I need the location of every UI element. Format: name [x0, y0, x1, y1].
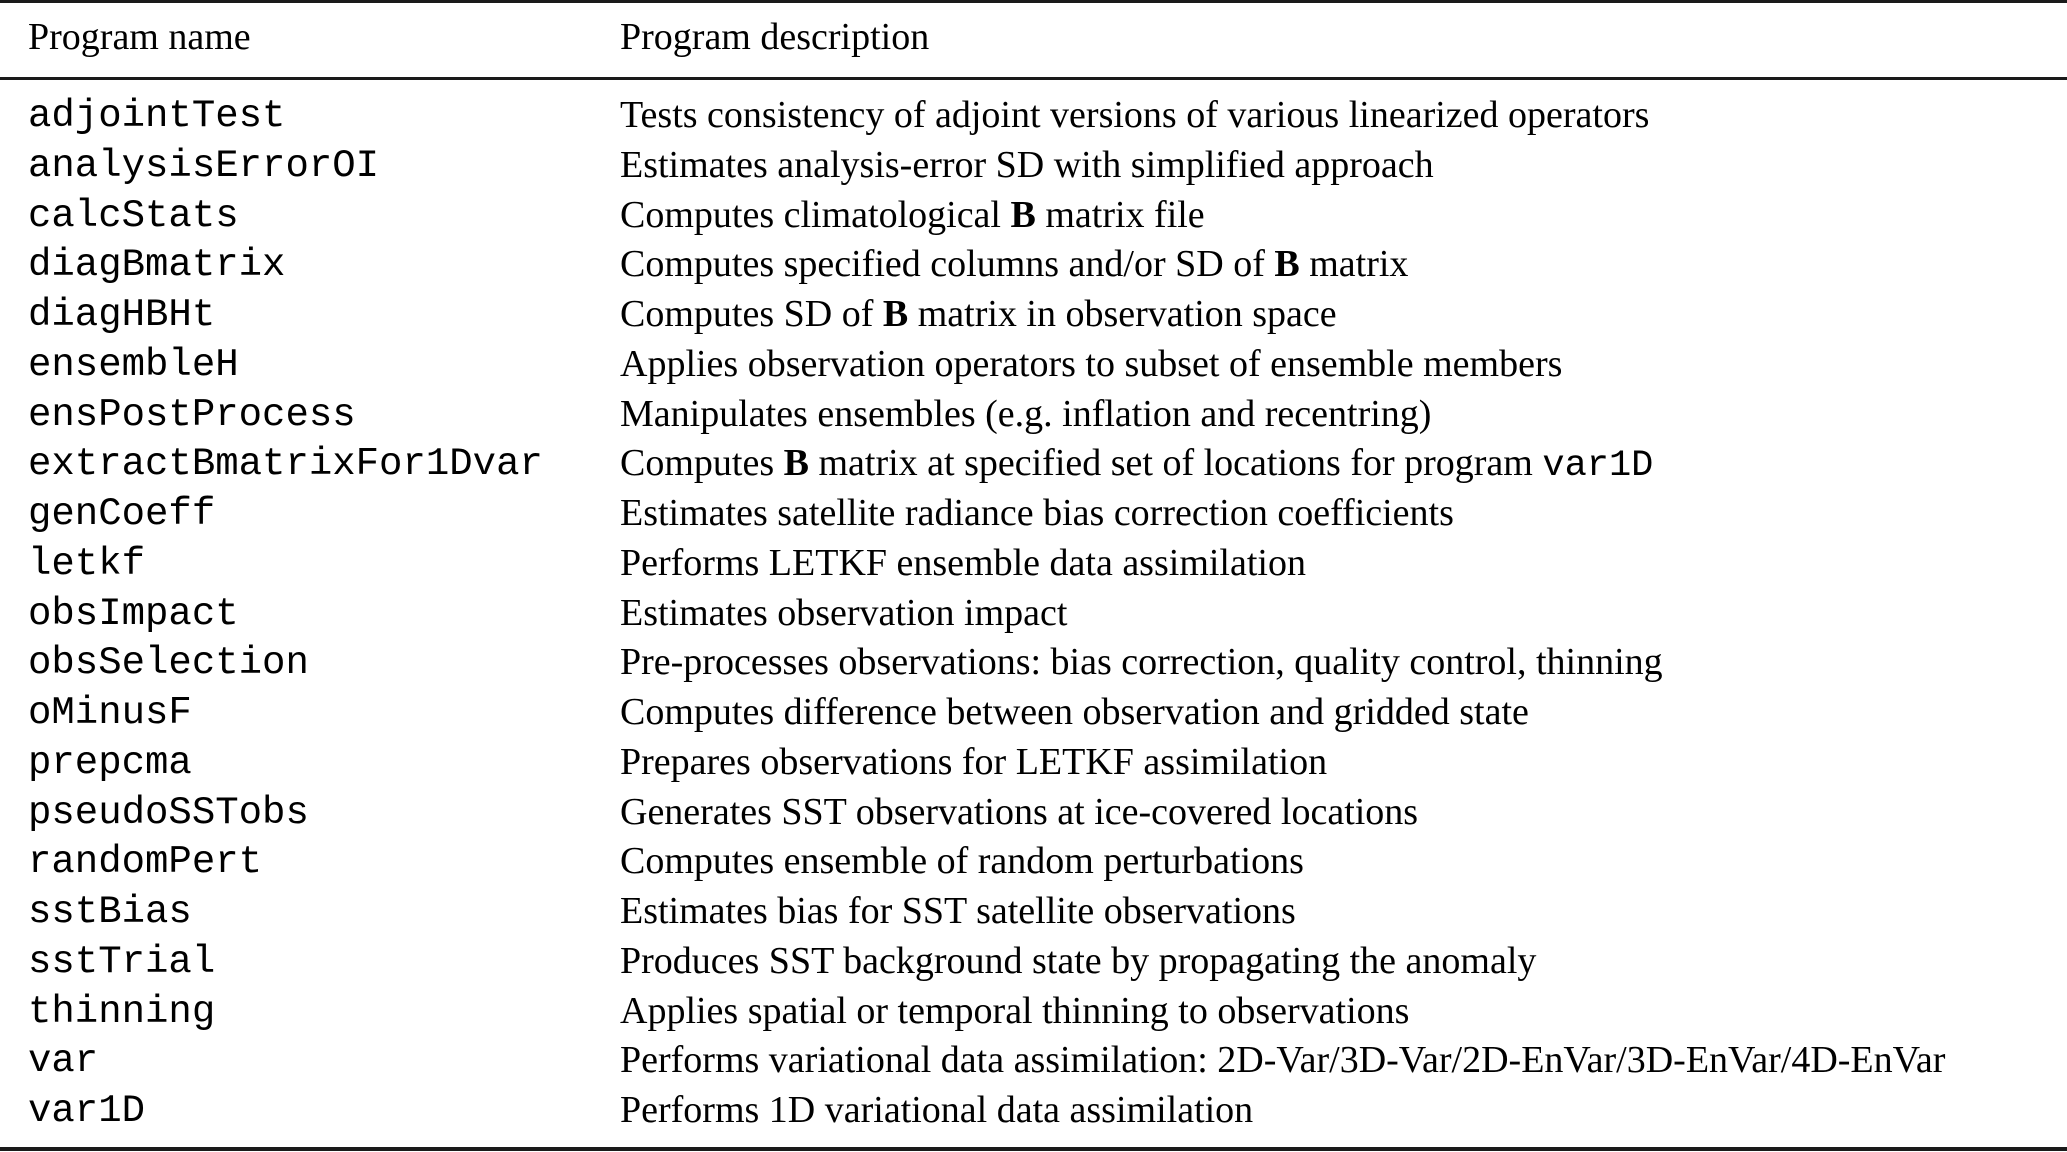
- program-name-cell: prepcma: [28, 740, 192, 785]
- program-name-cell: var1D: [28, 1089, 146, 1133]
- program-name-cell: genCoeff: [28, 492, 216, 536]
- description-text: Computes ensemble of random perturbations: [620, 840, 1304, 883]
- program-description-cell: [620, 589, 1067, 639]
- program-description-cell: [620, 987, 1409, 1037]
- program-description-cell: [620, 489, 1454, 539]
- program-description-cell: [620, 887, 1296, 937]
- program-name-cell: diagHBHt: [28, 293, 216, 337]
- table-row: [0, 390, 2067, 440]
- description-text: Prepares observations for LETKF assimilation: [620, 740, 1328, 783]
- description-text: Performs 1D variational data assimilation: [620, 1089, 1254, 1131]
- program-description-cell: [620, 937, 1536, 987]
- table-row: [0, 439, 2067, 489]
- program-name-cell: ensembleH: [28, 342, 239, 387]
- program-name-cell: letkf: [28, 541, 146, 586]
- table-row: [0, 887, 2067, 937]
- program-name-cell: var: [28, 1039, 99, 1084]
- table-body: [0, 91, 2067, 1136]
- description-text: Performs LETKF ensemble data assimilation: [620, 541, 1306, 584]
- description-text: Estimates analysis-error SD with simplified approach: [620, 143, 1434, 186]
- program-description-cell: [620, 738, 1327, 788]
- table-row: [0, 340, 2067, 390]
- program-description-cell: [620, 837, 1304, 887]
- program-name-cell: analysisErrorOI: [28, 143, 380, 188]
- program-name-cell: adjointTest: [28, 94, 286, 138]
- program-description-cell: [620, 688, 1529, 738]
- table-row: [0, 539, 2067, 589]
- program-description-cell: [620, 638, 1663, 688]
- description-text: matrix in observation space: [908, 293, 1337, 335]
- program-name-cell: extractBmatrixFor1Dvar: [28, 442, 543, 487]
- description-text: Manipulates ensembles (e.g. inflation and recentring): [620, 392, 1432, 435]
- description-text: Computes difference between observation and gridded state: [620, 691, 1529, 733]
- table-row: [0, 638, 2067, 688]
- table-row: [0, 290, 2067, 340]
- program-name-cell: ensPostProcess: [28, 392, 356, 437]
- table-row: [0, 1086, 2067, 1136]
- program-name-cell: sstTrial: [28, 939, 216, 984]
- bold-matrix-symbol: B: [882, 293, 909, 335]
- description-text: Computes: [620, 442, 784, 485]
- table-row: [0, 837, 2067, 887]
- description-text: Generates SST observations at ice-covered locations: [620, 790, 1419, 833]
- table-row: [0, 589, 2067, 639]
- description-text: Estimates observation impact: [620, 591, 1068, 634]
- table-row: [0, 240, 2067, 290]
- description-text: Produces SST background state by propagating the anomaly: [620, 939, 1537, 982]
- bottom-rule: [0, 1147, 2067, 1151]
- table-row: [0, 688, 2067, 738]
- program-name-cell: calcStats: [28, 193, 239, 238]
- program-description-cell: [620, 191, 1205, 241]
- table-row: [0, 937, 2067, 987]
- program-description-cell: [620, 439, 1653, 492]
- table-header-row: [0, 12, 2067, 62]
- table-row: [0, 788, 2067, 838]
- table-row: [0, 91, 2067, 141]
- program-name-cell: randomPert: [28, 840, 263, 885]
- program-description-cell: [620, 788, 1418, 838]
- description-text: Applies observation operators to subset of ensemble members: [620, 342, 1563, 385]
- bold-matrix-symbol: B: [1010, 193, 1036, 236]
- description-text: matrix at specified set of locations for program: [808, 442, 1543, 485]
- program-name-cell: thinning: [28, 989, 216, 1034]
- program-name-cell: diagBmatrix: [28, 243, 286, 288]
- program-description-cell: [620, 1036, 1945, 1086]
- description-text: Applies spatial or temporal thinning to observations: [620, 989, 1410, 1032]
- program-description-cell: [620, 240, 1408, 290]
- description-text: Tests consistency of adjoint versions of various linearized operators: [620, 94, 1650, 136]
- program-description-cell: [620, 539, 1306, 589]
- program-description-cell: [620, 390, 1431, 440]
- table-row: [0, 191, 2067, 241]
- program-name-cell: pseudoSSTobs: [28, 790, 309, 835]
- header-program-description: Program description: [620, 16, 930, 58]
- program-description-cell: [620, 340, 1562, 390]
- header-rule: [0, 77, 2067, 80]
- description-text: matrix: [1299, 243, 1409, 286]
- description-text: Estimates bias for SST satellite observations: [620, 890, 1296, 932]
- top-rule: [0, 0, 2067, 3]
- header-program-name: Program name: [28, 16, 251, 58]
- description-text: Computes specified columns and/or SD of: [620, 243, 1275, 286]
- program-name-cell: obsSelection: [28, 641, 309, 686]
- table-row: [0, 1036, 2067, 1086]
- program-description-cell: [620, 1086, 1253, 1136]
- table-row: [0, 489, 2067, 539]
- program-name-cell: oMinusF: [28, 691, 192, 735]
- description-text: Computes climatological: [620, 193, 1011, 236]
- table-row: [0, 738, 2067, 788]
- program-name-cell: obsImpact: [28, 591, 239, 636]
- program-description-cell: [620, 141, 1434, 191]
- description-text: Performs variational data assimilation: 2D-Var/3D-Var/2D-EnVar/3D-EnVar/4D-EnVar: [620, 1039, 1946, 1082]
- table-row: [0, 141, 2067, 191]
- program-description-cell: [620, 290, 1337, 340]
- bold-matrix-symbol: B: [783, 442, 809, 485]
- program-reference: var1D: [1542, 445, 1654, 488]
- description-text: Computes SD of: [620, 293, 883, 335]
- description-text: Pre-processes observations: bias correction, quality control, thinning: [620, 641, 1663, 684]
- program-description-cell: [620, 91, 1649, 141]
- description-text: matrix file: [1035, 193, 1205, 236]
- bold-matrix-symbol: B: [1274, 243, 1300, 286]
- table-row: [0, 987, 2067, 1037]
- program-name-cell: sstBias: [28, 890, 192, 934]
- description-text: Estimates satellite radiance bias correction coefficients: [620, 492, 1454, 534]
